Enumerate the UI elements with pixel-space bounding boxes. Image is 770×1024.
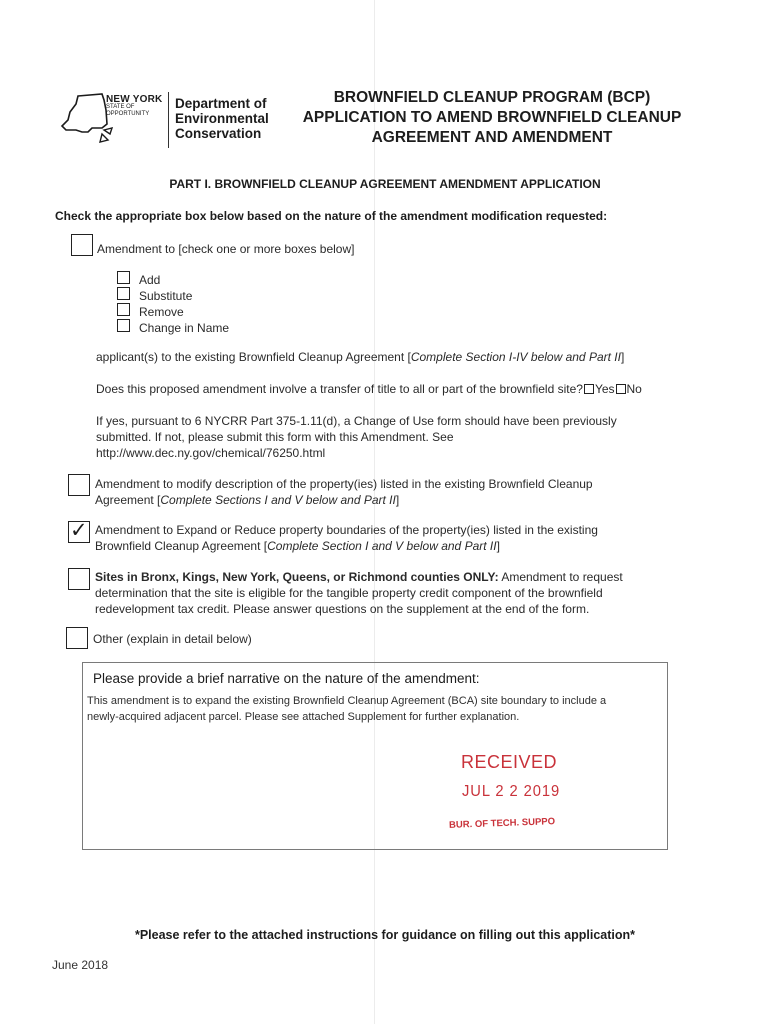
ny-wordmark-line1: NEW YORK [106, 94, 163, 105]
received-stamp: RECEIVED [461, 752, 558, 772]
narrative-text [87, 693, 665, 725]
remove-checkbox[interactable] [117, 303, 130, 316]
instructions-note: *Please refer to the attached instructions for guidance on filling out this application* [134, 928, 636, 942]
tangible-property-line3: redevelopment tax credit. Please answer questions on the supplement at the end of the form. [95, 602, 590, 616]
transfer-question: Does this proposed amendment involve a transfer of title to all or part of the brownfield site? [96, 382, 583, 396]
expand-reduce-close: ] [496, 539, 500, 553]
narrative-textarea[interactable] [82, 662, 668, 850]
ny-state-wordmark [106, 96, 162, 118]
other-checkbox[interactable] [66, 627, 88, 649]
nys-dec-logo [58, 90, 273, 150]
form-date: June 2018 [52, 958, 109, 972]
amendment-to-label: Amendment to [check one or more boxes below] [97, 242, 355, 256]
other-label: Other (explain in detail below) [93, 632, 252, 646]
title-line2: APPLICATION TO AMEND BROWNFIELD CLEANUP [302, 109, 682, 126]
tangible-property-line1 [95, 569, 623, 585]
ny-wordmark-line3: OPPORTUNITY [106, 111, 150, 117]
amendment-to-checkbox[interactable] [71, 234, 93, 256]
instruction-text: Check the appropriate box below based on the nature of the amendment modification requested: [55, 209, 608, 223]
expand-reduce-line2 [95, 538, 500, 554]
applicants-italic: Complete Section I-IV below and Part II [410, 350, 621, 364]
add-checkbox[interactable] [117, 271, 130, 284]
applicants-line [96, 349, 624, 365]
logo-divider [168, 92, 169, 148]
transfer-question-line [96, 381, 642, 397]
expand-reduce-italic: Complete Section I and V below and Part II [267, 539, 497, 553]
modify-description-line1: Amendment to modify description of the property(ies) listed in the existing Brownfield Cleanup [95, 477, 593, 491]
ny-wordmark-line2: STATE OF [106, 104, 135, 110]
ifyes-line1: If yes, pursuant to 6 NYCRR Part 375-1.11(d), a Change of Use form should have been previously [96, 414, 617, 428]
modify-description-close: ] [395, 493, 400, 507]
transfer-no-checkbox[interactable] [616, 384, 626, 394]
page-fold-line [374, 0, 375, 1024]
dept-line2: Environmental [175, 111, 269, 126]
tangible-property-checkbox[interactable] [68, 568, 90, 590]
transfer-yes-checkbox[interactable] [584, 384, 594, 394]
tangible-property-bold: Sites in Bronx, Kings, New York, Queens, or Richmond counties ONLY: [95, 570, 499, 584]
modify-description-line2 [95, 492, 399, 508]
received-stamp-date: JUL 2 2 2019 [462, 783, 561, 800]
remove-label: Remove [139, 305, 184, 319]
add-label: Add [139, 273, 161, 287]
part-heading: PART I. BROWNFIELD CLEANUP AGREEMENT AMENDMENT APPLICATION [169, 177, 601, 191]
document-title [280, 88, 704, 148]
received-stamp-office: BUR. OF TECH. SUPPO [448, 816, 556, 831]
expand-reduce-line1: Amendment to Expand or Reduce property boundaries of the property(ies) listed in the existing [95, 523, 598, 537]
applicants-text: applicant(s) to the existing Brownfield Cleanup Agreement [ [96, 350, 411, 364]
title-line3: AGREEMENT AND AMENDMENT [371, 129, 613, 146]
substitute-label: Substitute [139, 289, 193, 303]
change-of-use-link[interactable]: http://www.dec.ny.gov/chemical/76250.html [96, 446, 326, 460]
department-name [175, 96, 269, 141]
narrative-line1: This amendment is to expand the existing Brownfield Cleanup Agreement (BCA) site boundary to include a [87, 695, 607, 707]
title-line1: BROWNFIELD CLEANUP PROGRAM (BCP) [333, 89, 651, 106]
tangible-property-rest: Amendment to request [498, 570, 623, 584]
expand-reduce-pre: Brownfield Cleanup Agreement [ [95, 539, 268, 553]
applicants-close: ] [620, 350, 625, 364]
tangible-property-line2: determination that the site is eligible for the tangible property credit component of the brownfield [95, 586, 603, 600]
expand-reduce-checkbox[interactable] [68, 518, 90, 543]
narrative-label: Please provide a brief narrative on the nature of the amendment: [93, 671, 480, 686]
yes-label: Yes [594, 382, 615, 396]
modify-description-checkbox[interactable] [68, 474, 90, 496]
no-label: No [626, 382, 642, 396]
modify-description-italic: Complete Sections I and V below and Part II [160, 493, 396, 507]
change-in-name-checkbox[interactable] [117, 319, 130, 332]
dept-line1: Department of [175, 96, 267, 111]
dept-line3: Conservation [175, 126, 262, 141]
modify-description-pre: Agreement [ [95, 493, 161, 507]
substitute-checkbox[interactable] [117, 287, 130, 300]
checkmark-icon: ✓ [70, 518, 88, 542]
ifyes-line2: submitted. If not, please submit this form with this Amendment. See [96, 430, 454, 444]
narrative-line2: newly-acquired adjacent parcel. Please see attached Supplement for further explanation. [87, 711, 520, 723]
change-in-name-label: Change in Name [139, 321, 230, 335]
